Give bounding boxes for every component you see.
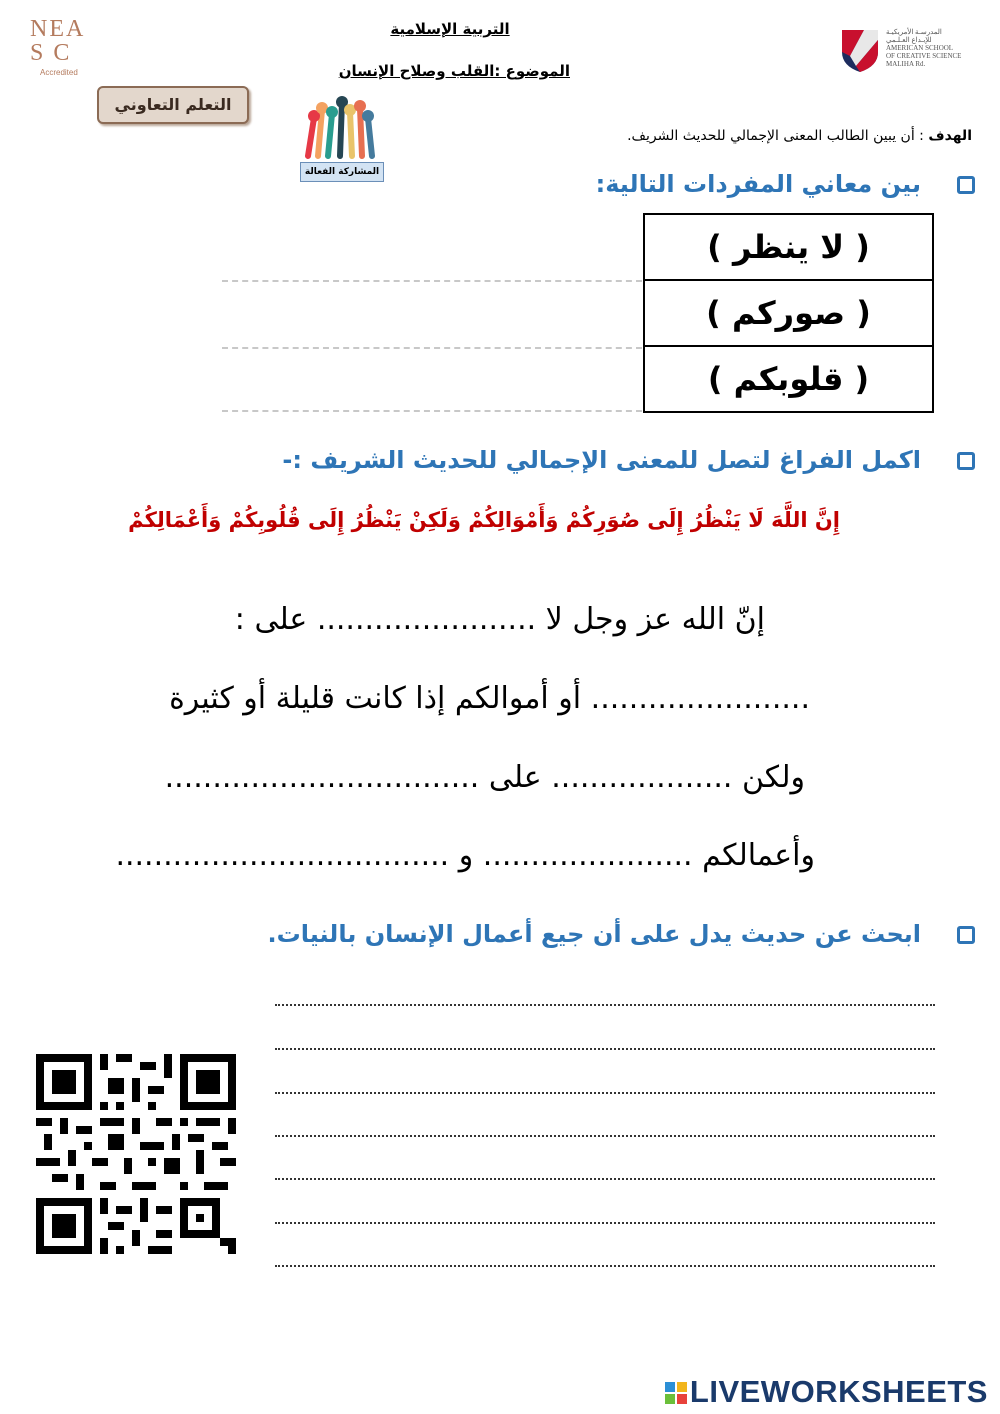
school-address: MALIHA Rd. xyxy=(886,60,926,68)
section3-heading xyxy=(267,920,975,948)
writing-line[interactable] xyxy=(275,1092,935,1094)
school-name-en1: AMERICAN SCHOOL xyxy=(886,44,954,52)
cooperative-learning-badge: التعلم التعاوني xyxy=(97,86,249,124)
participation-label: المشاركة الفعالة xyxy=(300,162,384,182)
writing-line[interactable] xyxy=(275,1222,935,1224)
subject-title: التربية الإسلامية xyxy=(390,20,510,38)
neasc-logo-line2: S C xyxy=(30,40,72,66)
section2-heading xyxy=(282,446,975,474)
school-name-ar1: المدرسـة الأمريكيـة xyxy=(886,28,942,36)
writing-line[interactable] xyxy=(275,1135,935,1137)
writing-line[interactable] xyxy=(275,1265,935,1267)
vocab-answer-line[interactable] xyxy=(222,410,642,412)
hadith-text: إِنَّ اللَّهَ لَا يَنْظُرُ إِلَى صُوَرِكُمْ وَأَمْوَالِكُمْ وَلَكِنْ يَنْظُرُ إِلَى قُلُوبِكُمْ وَأَعْمَالِكُمْ xyxy=(128,508,840,532)
school-name-en2: OF CREATIVE SCIENCE xyxy=(886,52,962,60)
section2-checkbox-icon xyxy=(957,452,975,470)
table-row xyxy=(644,214,933,280)
goal-label: الهدف xyxy=(928,128,972,144)
vocab-word: ( لا ينظر ) xyxy=(644,214,933,280)
vocab-word: ( صوركم ) xyxy=(644,280,933,346)
vocab-answer-line[interactable] xyxy=(222,280,642,282)
section2-heading-text: اكمل الفراغ لتصل للمعنى الإجمالي للحديث الشريف :- xyxy=(282,446,921,474)
liveworksheets-brand xyxy=(665,1374,988,1410)
table-row xyxy=(644,346,933,412)
vocab-word: ( قلوبكم ) xyxy=(644,346,933,412)
writing-line[interactable] xyxy=(275,1178,935,1180)
participation-image xyxy=(300,96,382,186)
fill-line-3[interactable]: ولكن ................... على ................................. xyxy=(164,760,805,795)
school-name-ar2: للإبـداع العـلـمي xyxy=(886,36,932,44)
writing-line[interactable] xyxy=(275,1004,935,1006)
table-row xyxy=(644,280,933,346)
qr-code-icon xyxy=(36,1054,236,1254)
fill-line-2[interactable]: ....................... أو أموالكم إذا كانت قليلة أو كثيرة xyxy=(169,681,810,716)
section1-checkbox-icon xyxy=(957,176,975,194)
section3-checkbox-icon xyxy=(957,926,975,944)
vocab-table xyxy=(643,213,934,413)
section1-heading xyxy=(596,170,975,198)
goal-line xyxy=(627,128,972,144)
neasc-logo xyxy=(26,16,98,80)
section3-heading-text: ابحث عن حديث يدل على أن جيع أعمال الإنسان بالنيات. xyxy=(267,920,921,948)
fill-line-4[interactable]: وأعمالكم ...................... و ................................... xyxy=(115,838,815,873)
fill-line-1[interactable]: إنّ الله عز وجل لا ....................... على : xyxy=(234,602,765,637)
topic-title: الموضوع :القلب وصلاح الإنسان xyxy=(338,62,570,80)
neasc-logo-accredited: Accredited xyxy=(40,68,78,77)
goal-text: : أن يبين الطالب المعنى الإجمالي للحديث الشريف. xyxy=(627,128,929,144)
vocab-answer-line[interactable] xyxy=(222,347,642,349)
neasc-logo-line1: NEA xyxy=(30,16,86,42)
school-shield-icon xyxy=(840,26,880,74)
liveworksheets-logo-icon xyxy=(665,1382,687,1404)
section1-heading-text: بين معاني المفردات التالية: xyxy=(595,170,921,198)
writing-line[interactable] xyxy=(275,1048,935,1050)
school-logo xyxy=(840,22,970,78)
liveworksheets-text: LIVEWORKSHEETS xyxy=(689,1374,988,1409)
school-name xyxy=(886,28,972,68)
raised-hands-icon xyxy=(300,96,382,164)
